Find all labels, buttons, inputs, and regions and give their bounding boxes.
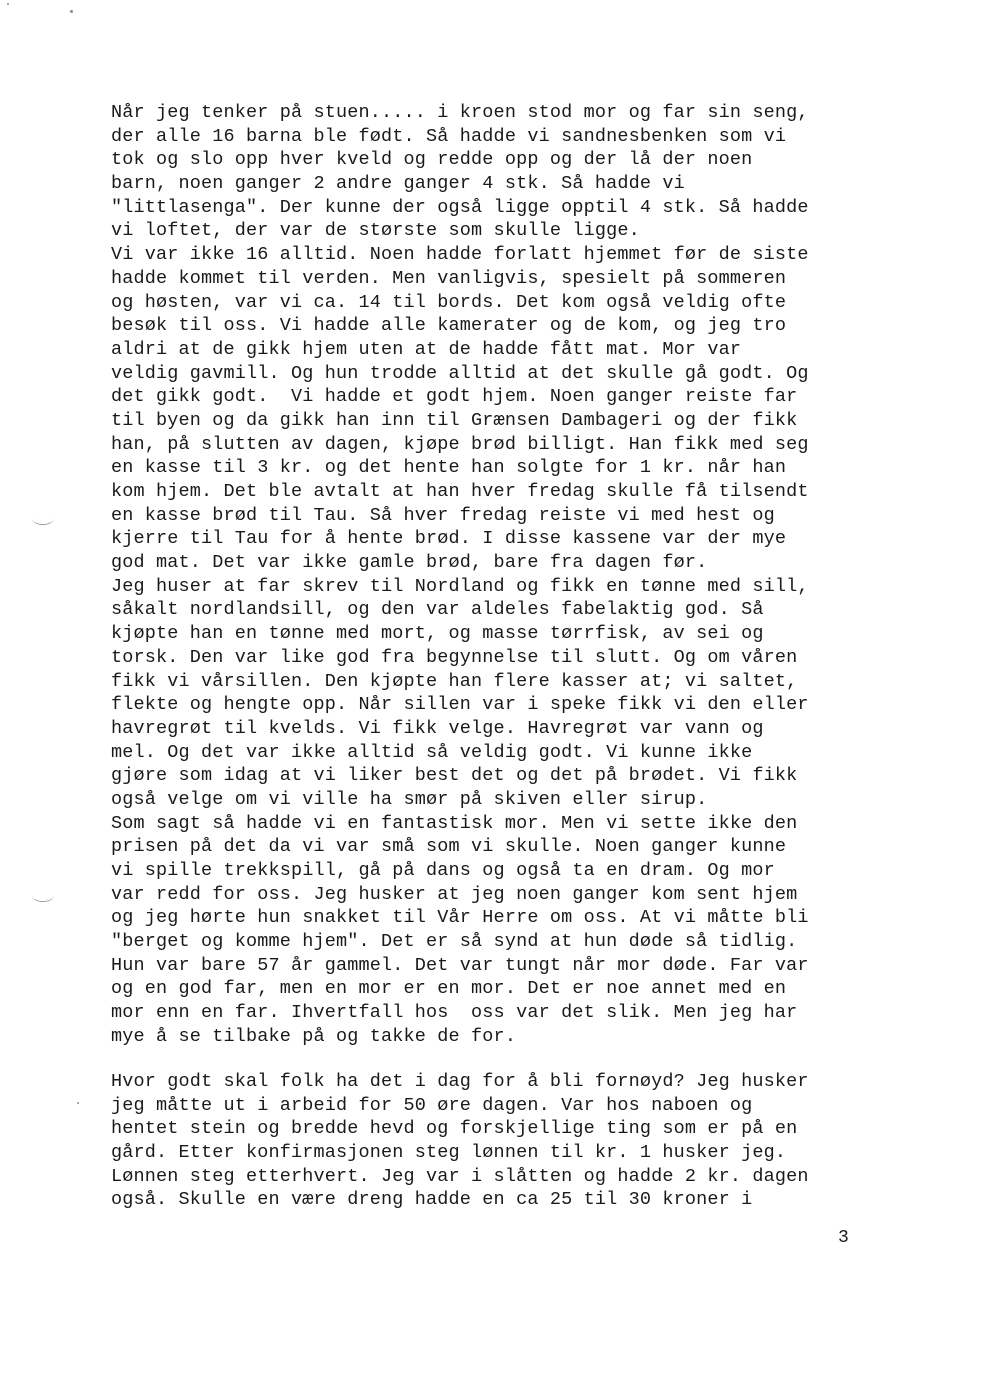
text-line: "berget og komme hjem". Det er så synd at hun døde så tidlig. [111, 931, 798, 953]
text-line: kjøpte han en tønne med mort, og masse tørrfisk, av sei og [111, 623, 764, 645]
text-line: jeg måtte ut i arbeid for 50 øre dagen. Var hos naboen og [111, 1094, 753, 1116]
text-line: Jeg huser at far skrev til Nordland og fikk en tønne med sill, [111, 575, 809, 597]
text-line: Som sagt så hadde vi en fantastisk mor. Men vi sette ikke den [111, 812, 798, 834]
text-line: besøk til oss. Vi hadde alle kamerater og de kom, og jeg tro [111, 315, 787, 337]
text-line: Hvor godt skal folk ha det i dag for å bli fornøyd? Jeg husker [111, 1071, 809, 1092]
text-line: til byen og da gikk han inn til Grænsen Dambageri og der fikk [111, 409, 798, 431]
text-line: det gikk godt. Vi hadde et godt hjem. Noen ganger reiste far [111, 386, 798, 408]
scan-speck [77, 1102, 79, 1104]
text-line: torsk. Den var like god fra begynnelse til slutt. Og om våren [111, 646, 798, 668]
text-line: "littlasenga". Der kunne der også ligge opptil 4 stk. Så hadde [111, 196, 809, 218]
text-line: også. Skulle en være dreng hadde en ca 25 til 30 kroner i [111, 1189, 753, 1211]
text-line: vi loftet, der var de største som skulle ligge. [111, 220, 640, 242]
text-line: havregrøt til kvelds. Vi fikk velge. Havregrøt var vann og [111, 717, 764, 739]
text-line: flekte og hengte opp. Når sillen var i speke fikk vi den eller [111, 694, 809, 716]
text-line: og jeg hørte hun snakket til Vår Herre om oss. At vi måtte bli [111, 907, 809, 929]
text-line: mye å se tilbake på og takke de for. [111, 1025, 517, 1047]
text-line: Hun var bare 57 år gammel. Det var tungt når mor døde. Far var [111, 954, 809, 976]
text-line: en kasse brød til Tau. Så hver fredag reiste vi med hest og [111, 504, 775, 526]
paragraph-block [111, 101, 871, 1049]
text-line: hentet stein og bredde hevd og forskjellige ting som er på en [111, 1118, 798, 1140]
text-line: gjøre som idag at vi liker best det og det på brødet. Vi fikk [111, 765, 798, 787]
text-line: hadde kommet til verden. Men vanligvis, spesielt på sommeren [111, 267, 787, 289]
paragraph-block [111, 1070, 871, 1212]
text-line: han, på slutten av dagen, kjøpe brød billigt. Han fikk med seg [111, 433, 809, 455]
text-line: tok og slo opp hver kveld og redde opp og der lå der noen [111, 149, 753, 171]
text-line: var redd for oss. Jeg husker at jeg noen ganger kom sent hjem [111, 883, 798, 905]
text-line: aldri at de gikk hjem uten at de hadde fått mat. Mor var [111, 338, 742, 360]
punch-hole-mark [32, 512, 54, 525]
text-line: mor enn en far. Ihvertfall hos oss var det slik. Men jeg har [111, 1002, 798, 1024]
text-line: vi spille trekkspill, gå på dans og også ta en dram. Og mor [111, 860, 775, 881]
text-line: barn, noen ganger 2 andre ganger 4 stk. Så hadde vi [111, 173, 685, 195]
punch-hole-mark [32, 889, 54, 902]
text-line: Når jeg tenker på stuen..... i kroen stod mor og far sin seng, [111, 102, 809, 123]
scan-speck [70, 10, 73, 13]
text-line: prisen på det da vi var små som vi skulle. Noen ganger kunne [111, 836, 787, 858]
text-line: fikk vi vårsillen. Den kjøpte han flere kasser at; vi saltet, [111, 670, 798, 692]
text-line: god mat. Det var ikke gamle brød, bare fra dagen før. [111, 552, 708, 574]
text-line: veldig gavmill. Og hun trodde alltid at det skulle gå godt. Og [111, 362, 809, 384]
text-line: Lønnen steg etterhvert. Jeg var i slåtten og hadde 2 kr. dagen [111, 1165, 809, 1187]
text-line: der alle 16 barna ble født. Så hadde vi sandnesbenken som vi [111, 125, 787, 147]
text-line: og en god far, men en mor er en mor. Det er noe annet med en [111, 978, 787, 1000]
scan-speck [7, 3, 9, 5]
text-line: og høsten, var vi ca. 14 til bords. Det kom også veldig ofte [111, 291, 787, 313]
text-line: kjerre til Tau for å hente brød. I disse kassene var der mye [111, 528, 787, 550]
text-line: også velge om vi ville ha smør på skiven eller sirup. [111, 788, 708, 810]
text-line: gård. Etter konfirmasjonen steg lønnen til kr. 1 husker jeg. [111, 1142, 787, 1164]
text-line: såkalt nordlandsill, og den var aldeles fabelaktig god. Så [111, 599, 764, 621]
page-number: 3 [838, 1228, 849, 1248]
text-line: en kasse til 3 kr. og det hente han solgte for 1 kr. når han [111, 457, 787, 479]
text-line: mel. Og det var ikke alltid så veldig godt. Vi kunne ikke [111, 741, 753, 763]
text-line: kom hjem. Det ble avtalt at han hver fredag skulle få tilsendt [111, 481, 809, 502]
text-line: Vi var ikke 16 alltid. Noen hadde forlatt hjemmet før de siste [111, 244, 809, 266]
